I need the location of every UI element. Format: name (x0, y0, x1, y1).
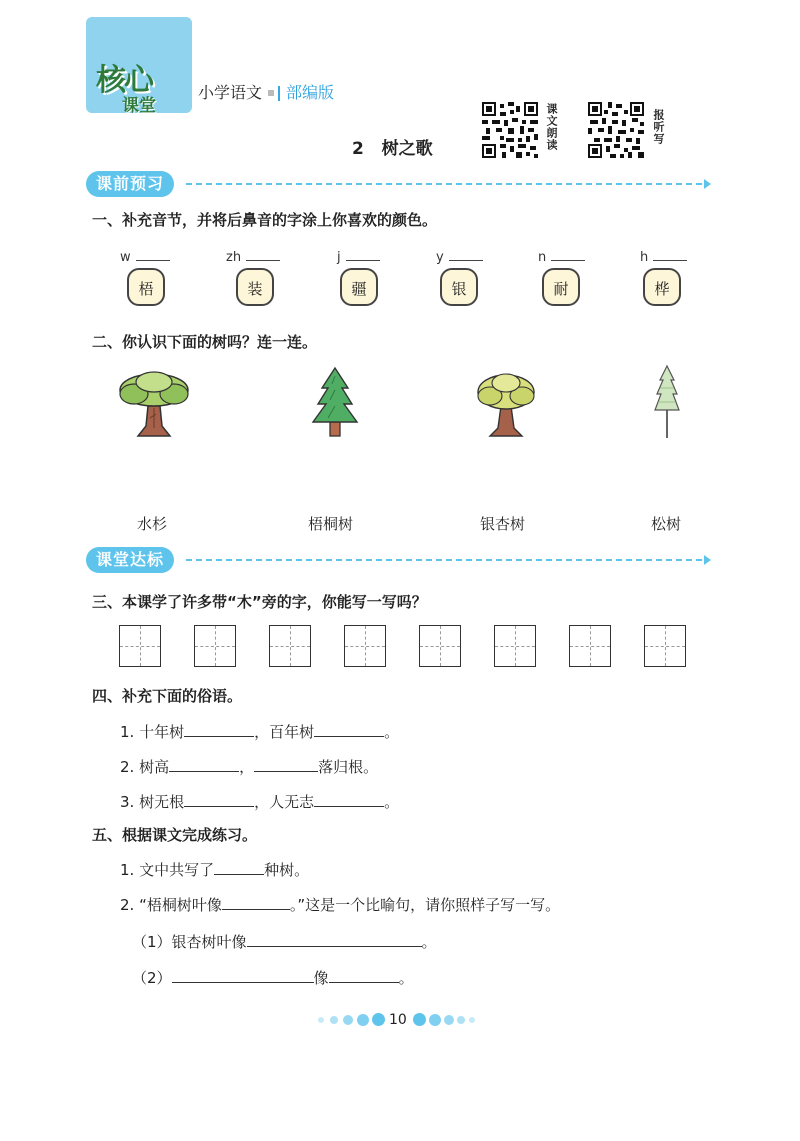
exercise-text: （1）银杏树叶像 (132, 933, 247, 951)
section-title-classroom: 课堂达标 (86, 547, 174, 573)
proverb-text: ，百年树 (254, 723, 315, 741)
exercise-text: 。 (421, 933, 437, 951)
page-number: 10 (389, 1012, 407, 1028)
answer-blank[interactable] (184, 790, 254, 807)
answer-blank[interactable] (184, 720, 254, 737)
pinyin-initial: n (538, 250, 547, 265)
tree-name-2[interactable]: 梧桐树 (308, 515, 354, 533)
exercise-text: （2） (132, 969, 172, 987)
question-4-title: 四、补充下面的俗语。 (92, 687, 243, 705)
writing-grid-7[interactable] (569, 625, 611, 667)
exercise-line-3 (132, 930, 437, 952)
exercise-text: 2. “梧桐树叶像 (120, 896, 222, 914)
pager-dot (429, 1014, 441, 1026)
pinyin-initial: h (640, 250, 649, 265)
proverb-line-1 (120, 720, 399, 742)
pinyin-item-2[interactable] (226, 248, 280, 265)
exercise-text: 。 (398, 969, 414, 987)
exercise-text: 种树。 (264, 861, 310, 879)
proverb-text: 3. 树无根 (120, 793, 185, 811)
tree-illustration-ginkgo[interactable] (474, 370, 538, 440)
tree-name-3[interactable]: 银杏树 (480, 515, 526, 533)
pinyin-item-3[interactable] (337, 248, 380, 265)
proverb-text: ， (239, 758, 255, 776)
character-seal-6[interactable]: 桦 (643, 268, 681, 306)
proverb-line-3 (120, 790, 399, 812)
proverb-text: ，人无志 (254, 793, 315, 811)
writing-grid-8[interactable] (644, 625, 686, 667)
qr-label-reading: 课文朗读 (545, 103, 558, 151)
pinyin-initial: zh (226, 250, 242, 265)
qr-label-dictation: 报听写 (652, 109, 665, 145)
exercise-text: 1. 文中共写了 (120, 861, 215, 879)
series-label (198, 80, 334, 103)
question-1-title: 一、补充音节，并将后鼻音的字涂上你喜欢的颜色。 (92, 211, 438, 229)
exercise-line-2 (120, 893, 560, 915)
pager-dot (413, 1013, 426, 1026)
answer-blank[interactable] (254, 755, 318, 772)
character-seal-2[interactable]: 装 (236, 268, 274, 306)
writing-grid-4[interactable] (344, 625, 386, 667)
answer-blank[interactable] (314, 790, 384, 807)
pager-dot (372, 1013, 385, 1026)
proverb-text: 落归根。 (318, 758, 379, 776)
pinyin-blank[interactable] (246, 248, 280, 261)
pinyin-blank[interactable] (449, 248, 483, 261)
character-seal-3[interactable]: 疆 (340, 268, 378, 306)
question-5-title: 五、根据课文完成练习。 (92, 826, 258, 844)
pinyin-item-4[interactable] (436, 248, 483, 265)
banner-dashed-line (186, 559, 702, 561)
writing-grid-1[interactable] (119, 625, 161, 667)
banner-arrow-icon (704, 179, 711, 189)
tree-illustration-pine[interactable] (310, 366, 360, 440)
section-banner-classroom (86, 547, 712, 573)
edition-label: 部编版 (286, 83, 335, 102)
pinyin-initial: j (337, 250, 341, 265)
pinyin-blank[interactable] (346, 248, 380, 261)
qr-code-dictation[interactable] (588, 102, 644, 158)
question-3-title: 三、本课学了许多带“木”旁的字，你能写一写吗？ (92, 593, 427, 611)
banner-arrow-icon (704, 555, 711, 565)
qr-code-reading[interactable] (482, 102, 538, 158)
pinyin-blank[interactable] (136, 248, 170, 261)
pager-dot (318, 1017, 324, 1023)
pinyin-item-1[interactable] (120, 248, 170, 265)
pager-dot (330, 1016, 338, 1024)
pinyin-item-6[interactable] (640, 248, 687, 265)
pager-dot (444, 1015, 454, 1025)
question-2-title: 二、你认识下面的树吗？连一连。 (92, 333, 318, 351)
pinyin-initial: y (436, 250, 444, 265)
answer-blank[interactable] (169, 755, 239, 772)
answer-blank[interactable] (329, 966, 399, 983)
pager-dot (343, 1015, 353, 1025)
proverb-text: 。 (384, 793, 400, 811)
proverb-text: 1. 十年树 (120, 723, 185, 741)
pinyin-blank[interactable] (551, 248, 585, 261)
pager-dot (457, 1016, 465, 1024)
pager-dot (469, 1017, 475, 1023)
subject-label: 小学语文 (198, 83, 263, 102)
exercise-line-4 (132, 966, 414, 988)
tree-name-1[interactable]: 水杉 (137, 515, 168, 533)
answer-blank[interactable] (172, 966, 314, 983)
pinyin-item-5[interactable] (538, 248, 585, 265)
lesson-number: 2 (352, 139, 364, 159)
character-seal-4[interactable]: 银 (440, 268, 478, 306)
section-banner-preview (86, 171, 712, 197)
writing-grid-5[interactable] (419, 625, 461, 667)
answer-blank[interactable] (314, 720, 384, 737)
logo-main-text: 核心 (96, 63, 152, 98)
proverb-text: 2. 树高 (120, 758, 170, 776)
tree-illustration-broadleaf[interactable] (116, 368, 192, 440)
banner-dashed-line (186, 183, 702, 185)
proverb-text: 。 (384, 723, 400, 741)
lesson-name: 树之歌 (381, 139, 433, 159)
pager-dot (357, 1014, 369, 1026)
tree-name-4[interactable]: 松树 (651, 515, 682, 533)
character-seal-1[interactable]: 梧 (127, 268, 165, 306)
lesson-title (352, 134, 433, 159)
answer-blank[interactable] (222, 893, 290, 910)
exercise-line-1 (120, 858, 309, 880)
proverb-line-2 (120, 755, 378, 777)
exercise-text: 像 (313, 969, 329, 987)
answer-blank[interactable] (214, 858, 264, 875)
brand-logo (86, 17, 192, 116)
separator-square (268, 90, 274, 96)
separator-bar (278, 86, 280, 101)
writing-grid-6[interactable] (494, 625, 536, 667)
answer-blank[interactable] (247, 930, 422, 947)
tree-illustration-redwood[interactable] (652, 364, 682, 440)
writing-grid-3[interactable] (269, 625, 311, 667)
logo-sub-text: 课堂 (122, 96, 156, 116)
pinyin-initial: w (120, 250, 131, 265)
section-title-preview: 课前预习 (86, 171, 174, 197)
exercise-text: 。”这是一个比喻句，请你照样子写一写。 (289, 896, 561, 914)
character-seal-5[interactable]: 耐 (542, 268, 580, 306)
writing-grid-2[interactable] (194, 625, 236, 667)
pinyin-blank[interactable] (653, 248, 687, 261)
